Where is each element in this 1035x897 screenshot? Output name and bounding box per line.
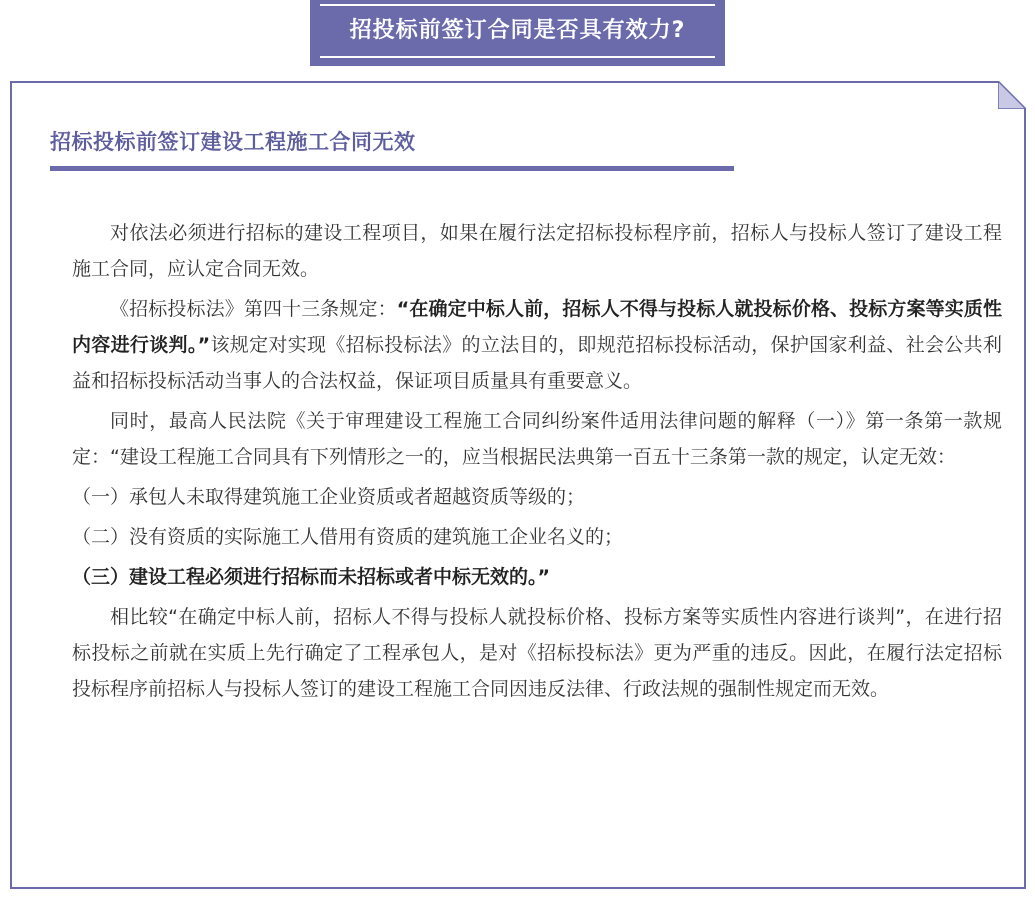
banner-top-rule	[320, 4, 715, 6]
paragraph-conclusion: 相比较“在确定中标人前，招标人不得与投标人就投标价格、投标方案等实质性内容进行谈判”，在进行招标投标之前就在实质上先行确定了工程承包人，是对《招标投标法》更为严重的违反。因此，在履行法定招标投标程序前招标人与投标人签订的建设工程施工合同因违反法律、行政法规的强制性规定而无效。	[72, 606, 1002, 700]
paragraph-law-article	[72, 291, 1002, 399]
law-article-quote: “在确定中标人前，招标人不得与投标人就投标价格、投标方案等实质性内容进行谈判。”	[72, 298, 1002, 356]
content-card	[10, 81, 1026, 889]
paragraph-judicial-interpretation: 同时，最高人民法院《关于审理建设工程施工合同纠纷案件适用法律问题的解释（一）》第一条第一款规定：“建设工程施工合同具有下列情形之一的，应当根据民法典第一百五十三条第一款的规定，认定无效：	[72, 410, 1002, 468]
banner-bottom-rule	[320, 56, 715, 58]
law-article-suffix: 该规定对实现《招标投标法》的立法目的，即规范招标投标活动，保护国家利益、社会公共利益和招标投标活动当事人的合法权益，保证项目质量具有重要意义。	[72, 334, 1002, 392]
list-item-1: （一）承包人未取得建筑施工企业资质或者超越资质等级的；	[72, 486, 586, 508]
law-article-prefix: 《招标投标法》第四十三条规定：	[110, 298, 397, 320]
paragraph-intro: 对依法必须进行招标的建设工程项目，如果在履行法定招标投标程序前，招标人与投标人签订了建设工程施工合同，应认定合同无效。	[72, 222, 1002, 280]
list-item-3: （三）建设工程必须进行招标而未招标或者中标无效的。”	[72, 566, 550, 588]
article-body	[72, 215, 1002, 711]
section-underline	[50, 166, 734, 171]
page-fold-icon	[998, 81, 1026, 109]
list-item-2: （二）没有资质的实际施工人借用有资质的建筑施工企业名义的；	[72, 526, 624, 548]
banner-title: 招投标前签订合同是否具有效力?	[349, 18, 686, 43]
title-banner	[310, 0, 725, 66]
section-title: 招标投标前签订建设工程施工合同无效	[50, 130, 416, 154]
